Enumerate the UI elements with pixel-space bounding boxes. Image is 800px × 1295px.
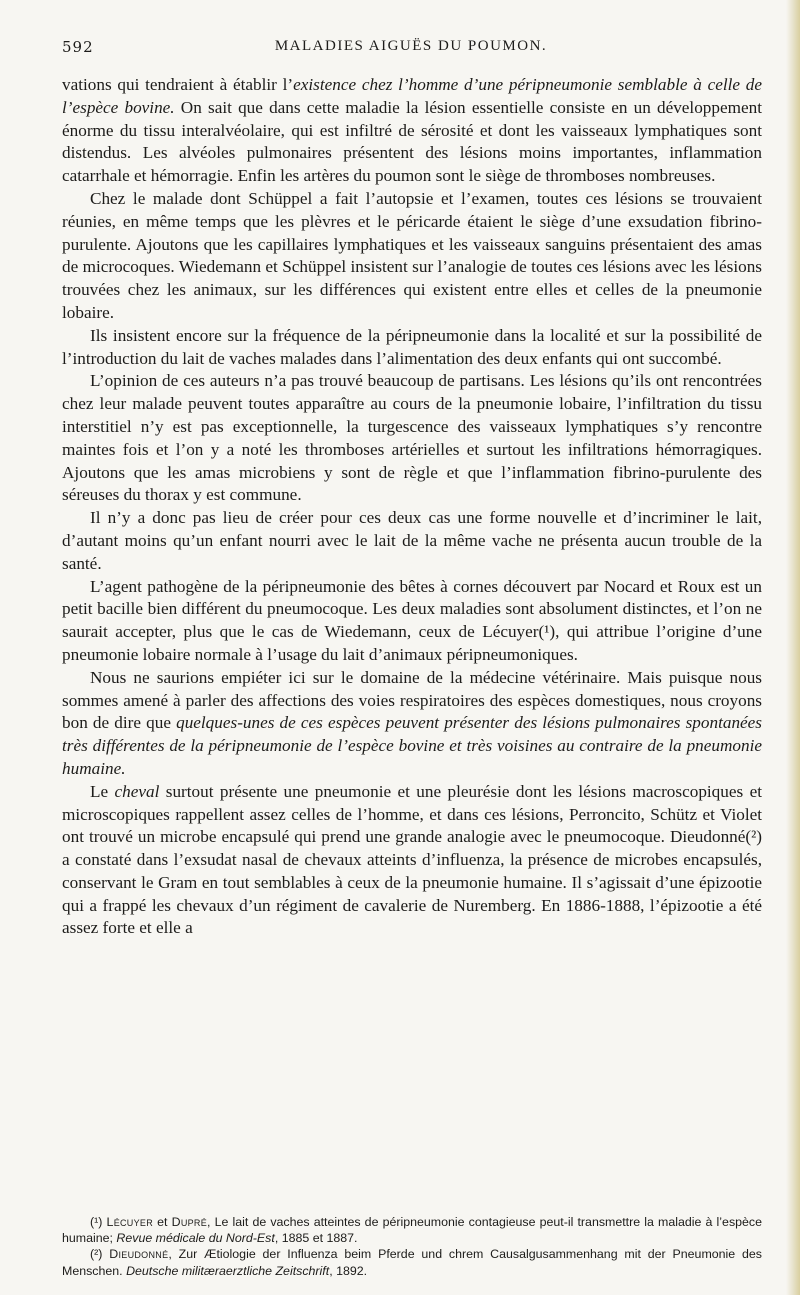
text-run: On sait que dans cette maladie la lésion essentielle consiste en un développement énorme du tissu interalvéolaire, qui est infiltré de sérosité et dont les vaisseaux lymphatiques sont distendus. Les alvéoles pulmonaires présentent des lésions moins importantes, inflammation catarrhale et hémorragie. Enfin les artères du poumon sont le siège de thromboses nombreuses. (62, 97, 762, 186)
footnote (62, 1214, 762, 1246)
text-run: Le (90, 781, 115, 801)
author-name: Dupré (171, 1215, 208, 1229)
italic-text: Deutsche militæraerztliche Zeitschrift (126, 1263, 330, 1278)
text-run: , Le lait de vaches atteintes de péripneumonie contagieuse peut-il transmettre la maladie à l’espèce humaine; (62, 1215, 763, 1246)
italic-text: quelques-unes de ces espèces peuvent présenter des lésions pulmonaires spontanées très différentes de la péripneumonie de l’espèce bovine et très voisines au contraire de la pneumonie humaine. (62, 713, 762, 778)
text-run: , 1892. (329, 1263, 368, 1278)
italic-text: cheval (114, 781, 160, 801)
text-run: Il n’y a donc pas lieu de créer pour ces deux cas une forme nouvelle et d’incriminer le lait, d’autant moins qu’un enfant nourri avec le lait de la même vache ne présenta aucun trouble de la santé. (62, 508, 762, 573)
running-head (62, 38, 760, 58)
author-name: Lécuyer (106, 1215, 153, 1229)
paragraph (62, 74, 762, 188)
text-run: Nous ne saurions empiéter ici sur le domaine de la médecine vétérinaire. Mais puisque nous sommes amené à parler des affections des voies respiratoires des espèces domestiques, nous croyons bon de dire que (62, 667, 762, 733)
paragraph (62, 507, 762, 575)
text-run: (²) (90, 1247, 110, 1262)
text-run: L’opinion de ces auteurs n’a pas trouvé beaucoup de partisans. Les lésions qu’ils ont rencontrées chez leur malade peuvent toutes apparaître au cours de la pneumonie lobaire, l’infiltration du tissu interstitiel n’y est pas exceptionnelle, la turgescence des vaisseaux lymphatiques s’y rencontre maintes fois et l’on y a noté les thromboses artérielles et surtout les infiltrations hémorragiques. Ajoutons que les amas microbiens y sont de règle et que l’inflammation fibrino-purulente des séreuses du thorax y est commune. (62, 371, 762, 505)
running-head-title: MALADIES AIGUËS DU POUMON. (274, 38, 548, 54)
footnote (62, 1246, 762, 1278)
paragraph (62, 370, 762, 507)
text-run: (¹) (90, 1215, 107, 1229)
text-run: a constaté dans l’exsudat nasal de chevaux atteints d’influenza, la présence de microbes encapsulés, conservant le Gram en tout semblables à ceux de la pneumonie humaine. Il s’agissait d’une épizootie qui a frappé les chevaux d’un régiment de cavalerie de Nuremberg. En 1886-1888, l’épizootie a été assez forte et elle a (62, 850, 762, 938)
italic-text: Revue médicale du Nord-Est (116, 1231, 275, 1246)
text-run: , qui attribue l’origine d’une pneumonie lobaire normale à l’usage du lait d’animaux péripneumoniques. (62, 622, 762, 664)
page-number: 592 (62, 38, 94, 56)
footnotes (62, 1214, 762, 1279)
text-run: (¹) (538, 622, 556, 642)
paragraph (62, 576, 762, 667)
page-edge-shadow (786, 0, 800, 1295)
text-run: , 1885 et 1887. (274, 1231, 358, 1246)
text-run: et (153, 1215, 172, 1229)
body-text (62, 74, 762, 940)
paragraph (62, 781, 762, 941)
text-run: Ils insistent encore sur la fréquence de la péripneumonie dans la localité et sur la possibilité de l’introduction du lait de vaches malades dans l’alimentation des deux enfants qui ont succombé. (62, 325, 762, 368)
text-run: , Zur Ætiologie der Influenza beim Pferde und chrem Causalgusammenhang mit der Pneumonie des Menschen. (62, 1247, 762, 1278)
text-run: vations qui tendraient à établir l’ (62, 75, 294, 94)
text-run: (²) (745, 827, 762, 847)
paragraph (62, 667, 762, 781)
author-name: Dieudonné (109, 1247, 169, 1262)
text-run: surtout présente une pneumonie et une pleurésie dont les lésions macroscopiques et microscopiques rappellent assez celles de l’homme, et dans ces lésions, Perroncito, Schütz et Violet ont trouvé un microbe encapsulé qui prend une grande analogie avec le pneumocoque. Dieudonné (62, 781, 762, 847)
italic-text: existence chez l’homme d’une péripneumonie semblable à celle de l’espèce bovine. (62, 75, 762, 117)
paragraph (62, 325, 762, 371)
text-run: Chez le malade dont Schüppel a fait l’autopsie et l’examen, toutes ces lésions se trouvaient réunies, en même temps que les plèvres et le péricarde étaient le siège d’une exsudation fibrino-purulente. Ajoutons que les capillaires lymphatiques et les vaisseaux sanguins présentaient des amas de microcoques. Wiedemann et Schüppel insistent sur l’analogie de toutes ces lésions avec les lésions trouvées chez les animaux, sur les différences qui existent entre elles et celles de la pneumonie lobaire. (62, 188, 762, 322)
paragraph (62, 188, 762, 325)
text-run: L’agent pathogène de la péripneumonie des bêtes à cornes découvert par Nocard et Roux est un petit bacille bien différent du pneumocoque. Les deux maladies sont absolument distinctes, et l’on ne saurait accepter, plus que le cas de Wiedemann, ceux de Lécuyer (62, 576, 762, 642)
